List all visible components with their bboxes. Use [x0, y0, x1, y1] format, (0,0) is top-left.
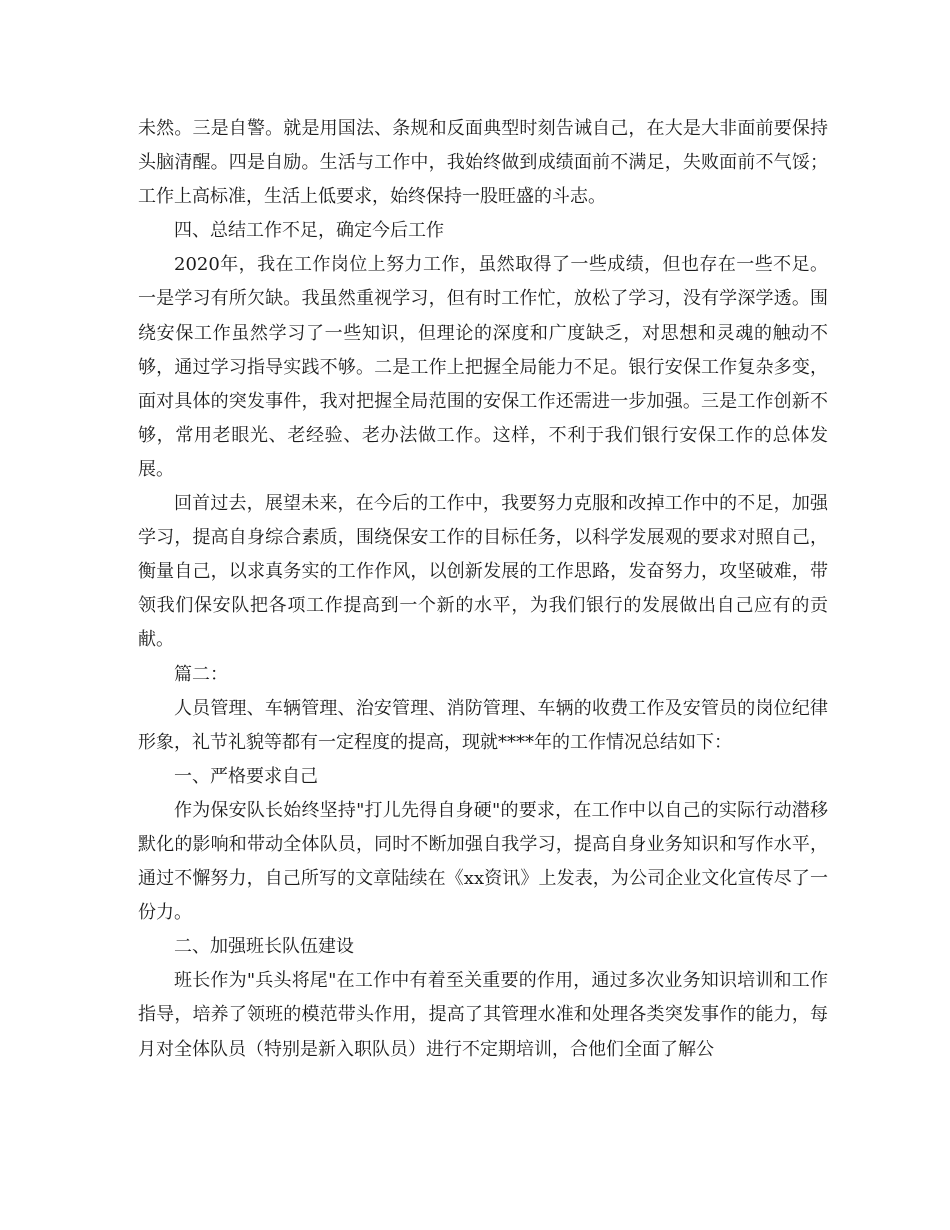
document-body	[138, 112, 828, 1067]
section-heading-summary: 四、总结工作不足，确定今后工作	[174, 220, 444, 242]
section-heading-self-discipline: 一、严格要求自己	[174, 765, 318, 787]
paragraph-continuation: 未然。三是自警。就是用国法、条规和反面典型时刻告诫自己，在大是大非面前要保持头脑清醒。四是自励。生活与工作中，我始终做到成绩面前不满足，失败面前不气馁；工作上高标准，生活上低要求，始终保持一股旺盛的斗志。	[138, 118, 828, 208]
paragraph-shortcomings: 2020年，我在工作岗位上努力工作，虽然取得了一些成绩，但也存在一些不足。一是学习有所欠缺。我虽然重视学习，但有时工作忙，放松了学习，没有学深学透。围绕安保工作虽然学习了一些知识，但理论的深度和广度缺乏，对思想和灵魂的触动不够，通过学习指导实践不够。二是工作上把握全局能力不足。银行安保工作复杂多变，面对具体的突发事件，我对把握全局范围的安保工作还需进一步加强。三是工作创新不够，常用老眼光、老经验、老办法做工作。这样，不利于我们银行安保工作的总体发展。	[138, 254, 828, 480]
section-heading-team-building: 二、加强班长队伍建设	[174, 936, 354, 958]
paragraph-team-building: 班长作为"兵头将尾"在工作中有着至关重要的作用，通过多次业务知识培训和工作指导，培养了领班的模范带头作用，提高了其管理水准和处理各类突发事作的能力，每月对全体队员（特别是新入职队员）进行不定期培训，合他们全面了解公	[138, 970, 828, 1060]
paragraph-intro: 人员管理、车辆管理、治安管理、消防管理、车辆的收费工作及安管员的岗位纪律形象，礼节礼貌等都有一定程度的提高，现就****年的工作情况总结如下：	[138, 697, 828, 753]
paragraph-self-discipline: 作为保安队长始终坚持"打儿先得自身硬"的要求，在工作中以自己的实际行动潜移默化的影响和带动全体队员，同时不断加强自我学习，提高自身业务知识和写作水平，通过不懈努力，自己所写的文章陆续在《xx资讯》上发表，为公司企业文化宣传尽了一份力。	[138, 799, 828, 924]
part-heading-two: 篇二：	[174, 663, 228, 685]
paragraph-outlook: 回首过去，展望未来，在今后的工作中，我要努力克服和改掉工作中的不足，加强学习，提高自身综合素质，围绕保安工作的目标任务，以科学发展观的要求对照自己，衡量自己，以求真务实的工作作风，以创新发展的工作思路，发奋努力，攻坚破难，带领我们保安队把各项工作提高到一个新的水平，为我们银行的发展做出自己应有的贡献。	[138, 493, 828, 651]
